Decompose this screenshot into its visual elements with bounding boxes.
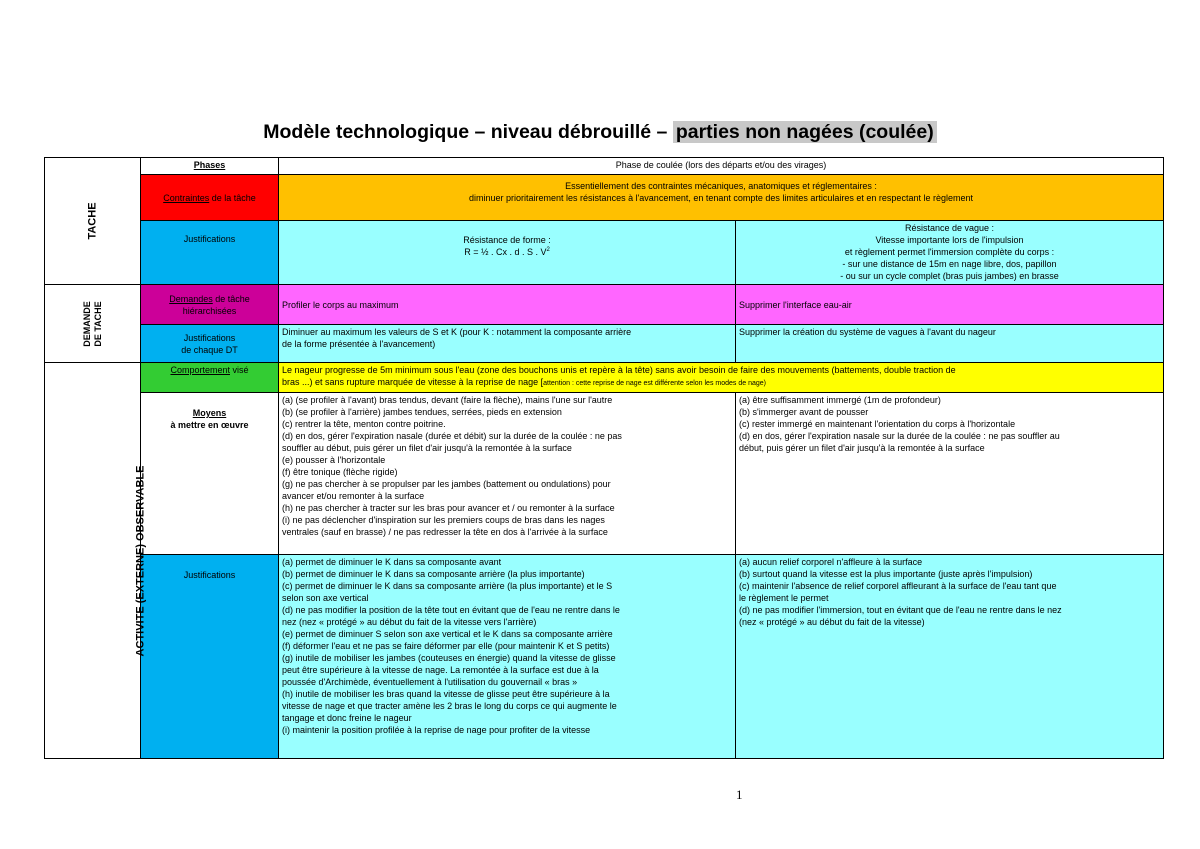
section-tache xyxy=(45,158,141,285)
row-demandes xyxy=(45,285,1164,325)
row-phases xyxy=(45,158,1164,175)
title-highlight: parties non nagées (coulée) xyxy=(673,121,937,143)
justifications-label: Justifications xyxy=(141,221,279,285)
resistance-vague: Résistance de vague : Vitesse importante lors de l'impulsion et règlement permet l'immersion complète du corps : - sur une distance de 15m en nage libre, dos, papillon - ou sur un cycle complet (bras puis jambes) en brasse xyxy=(736,221,1164,285)
phases-value: Phase de coulée (lors des départs et/ou des virages) xyxy=(279,158,1164,175)
title-main: Modèle technologique – niveau débrouillé – xyxy=(263,121,673,143)
row-justifications-activite xyxy=(45,555,1164,759)
page-title xyxy=(0,121,1200,144)
row-justifications-tache xyxy=(45,221,1164,285)
justifications-dt-label: Justifications de chaque DT xyxy=(141,325,279,363)
contraintes-value: Essentiellement des contraintes mécaniques, anatomiques et réglementaires : diminuer prioritairement les résistances à l'avancement, en tenant compte des limites articulaires et en respectant le règlement xyxy=(279,175,1164,221)
moyens-label: Moyens à mettre en œuvre xyxy=(141,393,279,555)
comportement-value: Le nageur progresse de 5m minimum sous l'eau (zone des bouchons unis et repère à la tête) sans avoir besoin de faire des mouvements (battements, double traction de bras ...) et sans rupture marquée de vitesse à la reprise de nage [attention : cette reprise de nage est différente selon les modes de nage) xyxy=(279,363,1164,393)
moyens-right: (a) être suffisamment immergé (1m de profondeur) (b) s'immerger avant de pousser (c) rester immergé en maintenant l'orientation du corps à l'horizontale (d) en dos, gérer l'expiration nasale sur la durée de la coulée : ne pas souffler au début, puis gérer un filet d'air jusqu'à la remontée à la surface xyxy=(736,393,1164,555)
section-demande-label-2: DE TACHE xyxy=(92,300,103,347)
section-demande xyxy=(45,285,141,363)
justifications-activite-label: Justifications xyxy=(141,555,279,759)
demande-left: Profiler le corps au maximum xyxy=(279,285,736,325)
moyens-left: (a) (se profiler à l'avant) bras tendus, devant (faire la flèche), mains l'une sur l'autre (b) (se profiler à l'arrière) jambes tendues, serrées, pieds en extension (c) rentrer la tête, menton contre poitrine. (d) en dos, gérer l'expiration nasale (durée et débit) sur la durée de la coulée : ne pas souffler au début, puis gérer un filet d'air jusqu'à la remontée à la surface (e) pousser à l'horizontale (f) être tonique (flèche rigide) (g) ne pas chercher à se propulser par les jambes (battement ou ondulations) pour avancer et/ou remonter à la surface (h) ne pas chercher à tracter sur les bras pour avancer et / ou remonter à la surface (i) ne pas déclencher d'inspiration sur les premiers coups de bras dans les nages ventrales (sauf en brasse) / ne pas redresser la tête en dos à l'arrivée à la surface xyxy=(279,393,736,555)
justifications-activite-left: (a) permet de diminuer le K dans sa composante avant (b) permet de diminuer le K dans sa composante arrière (la plus importante) (c) permet de diminuer le K dans sa composante arrière (la plus importante) et le S selon son axe vertical (d) ne pas modifier la position de la tête tout en évitant que de l'eau ne rentre dans le nez (nez « protégé » au début du fait de la vitesse vers l'arrière) (e) permet de diminuer S selon son axe vertical et le K dans sa composante arrière (f) déformer l'eau et ne pas se faire déformer par elle (pour maintenir K et S petits) (g) inutile de mobiliser les jambes (couteuses en énergie) quand la vitesse de glisse peut être supérieure à la vitesse de nage. La remontée à la surface est due à la poussée d'Archimède, éventuellement à l'utilisation du gouvernail « bras » (h) inutile de mobiliser les bras quand la vitesse de glisse peut être supérieure à la vitesse de nage et que tracter amène les 2 bras le long du corps ce qui augmente le tangage et donc freine le nageur (i) maintenir la position profilée à la reprise de nage pour profiter de la vitesse xyxy=(279,555,736,759)
resistance-forme: Résistance de forme : R = ½ . Cx . d . S . $V^2$ xyxy=(279,221,736,285)
row-justifications-dt xyxy=(45,325,1164,363)
section-activite xyxy=(45,363,147,759)
row-comportement xyxy=(45,363,1164,393)
model-table xyxy=(44,157,1164,759)
page-number: 1 xyxy=(736,787,743,802)
demandes-label: Demandes de tâche hiérarchisées xyxy=(141,285,279,325)
phases-label: Phases xyxy=(141,158,279,175)
section-activite-label: ACTIVITE (EXTERNE) OBSERVABLE xyxy=(134,465,147,656)
contraintes-label: Contraintes de la tâche xyxy=(141,175,279,221)
section-tache-label: TACHE xyxy=(86,202,99,240)
justification-dt-left: Diminuer au maximum les valeurs de S et K (pour K : notamment la composante arrière de la forme présentée à l'avancement) xyxy=(279,325,736,363)
justification-dt-right: Supprimer la création du système de vagues à l'avant du nageur xyxy=(736,325,1164,363)
section-demande-label: DEMANDE xyxy=(81,300,92,347)
demande-right: Supprimer l'interface eau-air xyxy=(736,285,1164,325)
justifications-activite-right: (a) aucun relief corporel n'affleure à la surface (b) surtout quand la vitesse est la plus importante (juste après l'impulsion) (c) maintenir l'absence de relief corporel affleurant à la surface de l'eau tant que le règlement le permet (d) ne pas modifier l'immersion, tout en évitant que de l'eau ne rentre dans le nez (nez « protégé » au début du fait de la vitesse) xyxy=(736,555,1164,759)
row-moyens xyxy=(45,393,1164,555)
comportement-label: Comportement visé xyxy=(141,363,279,393)
row-contraintes xyxy=(45,175,1164,221)
